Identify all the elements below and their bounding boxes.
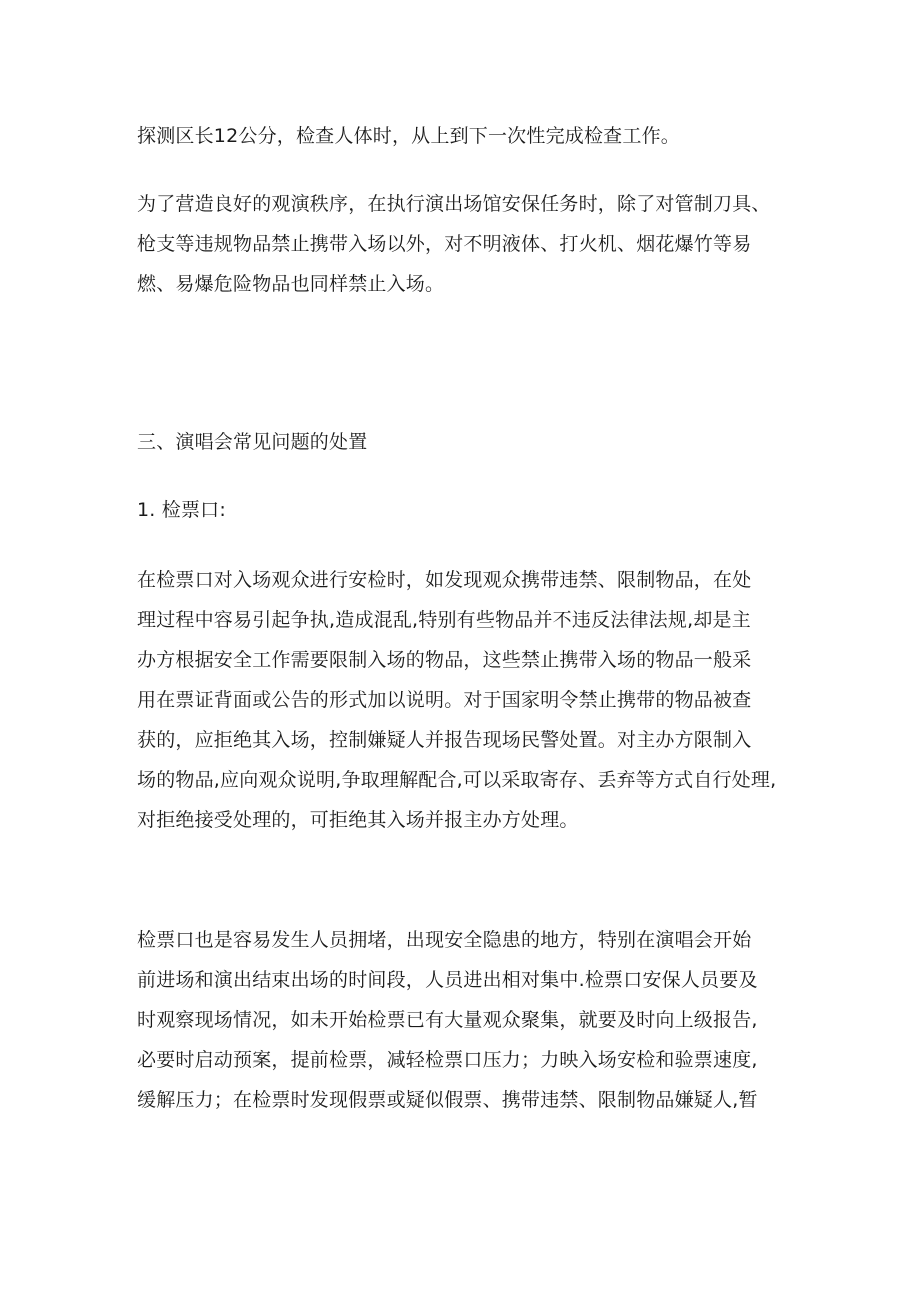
text-line: 燃、易爆危险物品也同样禁止入场。: [137, 273, 445, 295]
paragraph-detection-zone: [137, 116, 797, 156]
section-heading-text: 三、演唱会常见问题的处置: [137, 431, 368, 453]
text-line: 探测区长12公分，检查人体时，从上到下一次性完成检查工作。: [137, 125, 680, 147]
paragraph-prohibited-items: [137, 184, 797, 304]
text-line: 时观察现场情况，如未开始检票已有大量观众聚集，就要及时向上级报告,: [137, 1009, 758, 1031]
sub-heading: [137, 490, 797, 530]
text-line: 检票口也是容易发生人员拥堵，出现安全隐患的地方，特别在演唱会开始: [137, 929, 752, 951]
text-line: 前进场和演出结束出场的时间段，人员进出相对集中.检票口安保人员要及: [137, 969, 758, 991]
paragraph-ticket-check-handling: [137, 560, 797, 840]
section-heading: [137, 422, 797, 462]
text-line: 用在票证背面或公告的形式加以说明。对于国家明令禁止携带的物品被查: [137, 689, 752, 711]
sub-heading-text: 1. 检票口:: [137, 499, 226, 521]
text-line: 在检票口对入场观众进行安检时，如发现观众携带违禁、限制物品，在处: [137, 569, 752, 591]
text-line: 缓解压力；在检票时发现假票或疑似假票、携带违禁、限制物品嫌疑人,暂: [137, 1089, 758, 1111]
text-line: 枪支等违规物品禁止携带入场以外，对不明液体、打火机、烟花爆竹等易: [137, 233, 752, 255]
text-line: 对拒绝接受处理的，可拒绝其入场并报主办方处理。: [137, 809, 579, 831]
text-line: 必要时启动预案，提前检票，减轻检票口压力；力映入场安检和验票速度,: [137, 1049, 758, 1071]
text-line: 为了营造良好的观演秩序，在执行演出场馆安保任务时，除了对管制刀具、: [137, 193, 771, 215]
text-line: 理过程中容易引起争执,造成混乱,特别有些物品并不违反法律法规,却是主: [137, 609, 751, 631]
paragraph-crowding: [137, 920, 797, 1120]
text-line: 获的，应拒绝其入场，控制嫌疑人并报告现场民警处置。对主办方限制入: [137, 729, 752, 751]
text-line: 场的物品,应向观众说明,争取理解配合,可以采取寄存、丢弃等方式自行处理,: [137, 769, 777, 791]
text-line: 办方根据安全工作需要限制入场的物品，这些禁止携带入场的物品一般采: [137, 649, 752, 671]
